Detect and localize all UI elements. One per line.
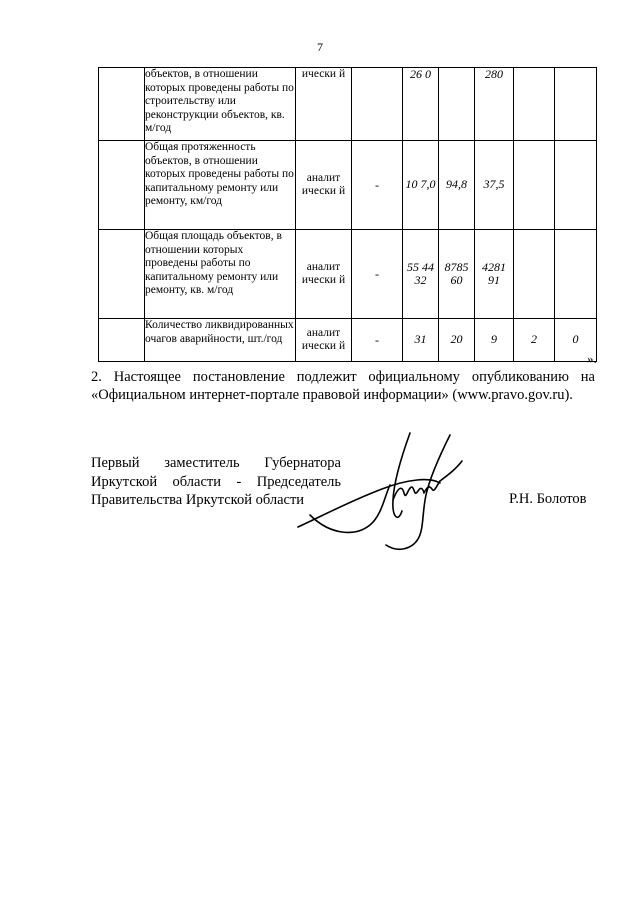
base-value: - [352, 141, 403, 230]
base-value: - [352, 230, 403, 319]
base-value [352, 68, 403, 141]
value-cell: 31 [403, 319, 439, 362]
value-cell: 280 [475, 68, 514, 141]
table-cell-blank [99, 319, 145, 362]
value-cell: 20 [439, 319, 475, 362]
calculation-method: аналит ически й [296, 141, 352, 230]
signer-name: Р.Н. Болотов [509, 491, 587, 507]
indicator-name: Общая площадь объектов, в отношении которых проведены работы по капитальному ремонту или ремонту, кв. м/год [145, 230, 296, 319]
value-cell: 37,5 [475, 141, 514, 230]
value-cell [555, 230, 597, 319]
value-cell: 26 0 [403, 68, 439, 141]
value-cell [514, 230, 555, 319]
closing-quote: ». [587, 351, 597, 366]
table-cell-blank [99, 230, 145, 319]
calculation-method: аналит ически й [296, 230, 352, 319]
value-cell: 2 [514, 319, 555, 362]
table-row [99, 141, 597, 230]
value-cell: 8785 60 [439, 230, 475, 319]
table-row [99, 68, 597, 141]
page-number: 7 [317, 40, 323, 54]
indicators-table [98, 67, 597, 362]
publication-paragraph: 2. Настоящее постановление подлежит официальному опубликованию на «Официальном интернет-портале правовой информации» (www.pravo.gov.ru). [91, 369, 595, 403]
calculation-method: аналит ически й [296, 319, 352, 362]
table-cell-blank [99, 68, 145, 141]
indicator-name: Общая протяженность объектов, в отношении которых проведены работы по капитальному ремонту или ремонту, км/год [145, 141, 296, 230]
value-cell: 0 [555, 319, 597, 362]
value-cell [555, 68, 597, 141]
value-cell: 94,8 [439, 141, 475, 230]
value-cell: 4281 91 [475, 230, 514, 319]
value-cell [555, 141, 597, 230]
indicator-name: Количество ликвидированных очагов аварийности, шт./год [145, 319, 296, 362]
value-cell: 9 [475, 319, 514, 362]
indicator-name: объектов, в отношении которых проведены работы по строительству или реконструкции объектов, кв. м/год [145, 68, 296, 141]
value-cell [514, 68, 555, 141]
value-cell [514, 141, 555, 230]
value-cell: 10 7,0 [403, 141, 439, 230]
handwritten-signature [290, 425, 490, 570]
base-value: - [352, 319, 403, 362]
table-row [99, 319, 597, 362]
calculation-method: ически й [296, 68, 352, 141]
table-row [99, 230, 597, 319]
value-cell [439, 68, 475, 141]
value-cell: 55 44 32 [403, 230, 439, 319]
signer-title-line: Иркутской области - Председатель [91, 473, 341, 490]
signer-title-line: Первый заместитель Губернатора [91, 455, 341, 471]
table-cell-blank [99, 141, 145, 230]
signer-title-line: Правительства Иркутской области [91, 492, 305, 508]
